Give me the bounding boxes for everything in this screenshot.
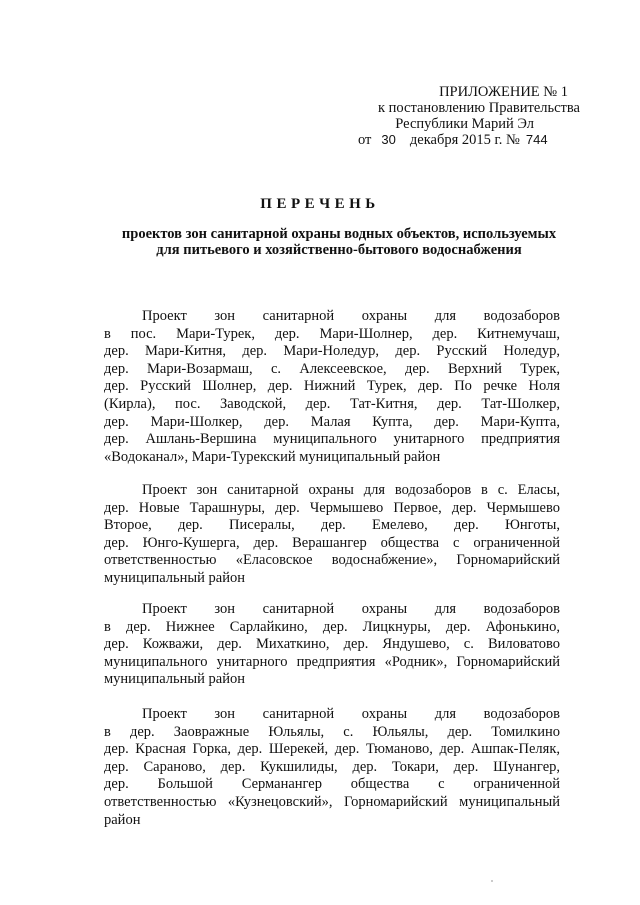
date-prefix: от xyxy=(358,132,372,148)
appendix-resolution-line: к постановлению Правительства xyxy=(378,100,580,116)
document-number: 744 xyxy=(525,132,548,147)
paragraph-line: ответственностью «Еласовское водоснабжение», Горномарийский xyxy=(104,552,560,569)
paragraph-line: дер. Сараново, дер. Кукшилиды, дер. Токари, дер. Шунангер, xyxy=(104,758,560,775)
paragraph-line: Второе, дер. Писералы, дер. Емелево, дер. Юнготы, xyxy=(104,517,560,534)
paragraph-line: дер. Кожважи, дер. Михаткино, дер. Яндушево, с. Виловатово xyxy=(104,636,560,653)
scan-speck xyxy=(491,880,493,882)
paragraph-line: ответственностью «Кузнецовский», Горномарийский муниципальный xyxy=(104,793,560,810)
paragraph-line: в пос. Мари-Турек, дер. Мари-Шолнер, дер. Китнемучаш, xyxy=(104,325,560,342)
paragraph-line: дер. Большой Серманангер общества с ограниченной xyxy=(104,776,560,793)
paragraph-line: Проект зон санитарной охраны для водозаборов xyxy=(142,308,560,324)
subheading-line: проектов зон санитарной охраны водных объектов, используемых xyxy=(121,226,557,242)
paragraph-line: дер. Русский Шолнер, дер. Нижний Турек, дер. По речке Ноля xyxy=(104,378,560,395)
paragraph-line: дер. Мари-Возармаш, с. Алексеевское, дер. Верхний Турек, xyxy=(104,360,560,377)
paragraph-line: «Водоканал», Мари-Турекский муниципальный район xyxy=(104,448,441,465)
paragraph-line: дер. Ашлань-Вершина муниципального унитарного предприятия xyxy=(104,431,560,448)
project-paragraph xyxy=(104,601,560,689)
subheading-line: для питьевого и хозяйственно-бытового водоснабжения xyxy=(156,242,522,258)
paragraph-line: муниципальный район xyxy=(104,569,245,586)
paragraph-line: Проект зон санитарной охраны для водозаборов xyxy=(142,601,560,617)
paragraph-line: Проект зон санитарной охраны для водозаборов в с. Еласы, xyxy=(142,482,560,498)
paragraph-line: (Кирла), пос. Заводской, дер. Тат-Китня, дер. Тат-Шолкер, xyxy=(104,395,560,412)
paragraph-line: в дер. Заовражные Юльялы, с. Юльялы, дер. Томилкино xyxy=(104,723,560,740)
project-paragraph xyxy=(104,482,560,588)
appendix-block xyxy=(330,84,580,148)
list-heading: ПЕРЕЧЕНЬ xyxy=(260,196,380,212)
paragraph-line: район xyxy=(104,811,141,828)
project-paragraph xyxy=(104,706,560,829)
paragraph-line: дер. Юнго-Кушерга, дер. Верашангер общества с ограниченной xyxy=(104,534,560,551)
appendix-date-line xyxy=(330,132,580,148)
paragraph-line: муниципальный район xyxy=(104,671,245,688)
appendix-republic-line: Республики Марий Эл xyxy=(395,116,534,132)
paragraph-line: дер. Новые Тарашнуры, дер. Чермышево Первое, дер. Чермышево xyxy=(104,499,560,516)
paragraph-line: муниципального унитарного предприятия «Родник», Горномарийский xyxy=(104,653,560,670)
date-month-year: декабря 2015 г. № xyxy=(409,132,520,148)
list-subheading xyxy=(100,226,578,258)
appendix-title: ПРИЛОЖЕНИЕ № 1 xyxy=(439,84,568,100)
date-day: 30 xyxy=(381,132,396,147)
paragraph-line: дер. Мари-Шолкер, дер. Малая Купта, дер. Мари-Купта, xyxy=(104,413,560,430)
paragraph-line: Проект зон санитарной охраны для водозаборов xyxy=(142,706,560,722)
paragraph-line: дер. Красная Горка, дер. Шерекей, дер. Тюманово, дер. Ашпак-Пеляк, xyxy=(104,741,560,758)
project-paragraph xyxy=(104,308,560,466)
paragraph-line: в дер. Нижнее Сарлайкино, дер. Лицкнуры, дер. Афонькино, xyxy=(104,618,560,635)
paragraph-line: дер. Мари-Китня, дер. Мари-Ноледур, дер. Русский Ноледур, xyxy=(104,343,560,360)
